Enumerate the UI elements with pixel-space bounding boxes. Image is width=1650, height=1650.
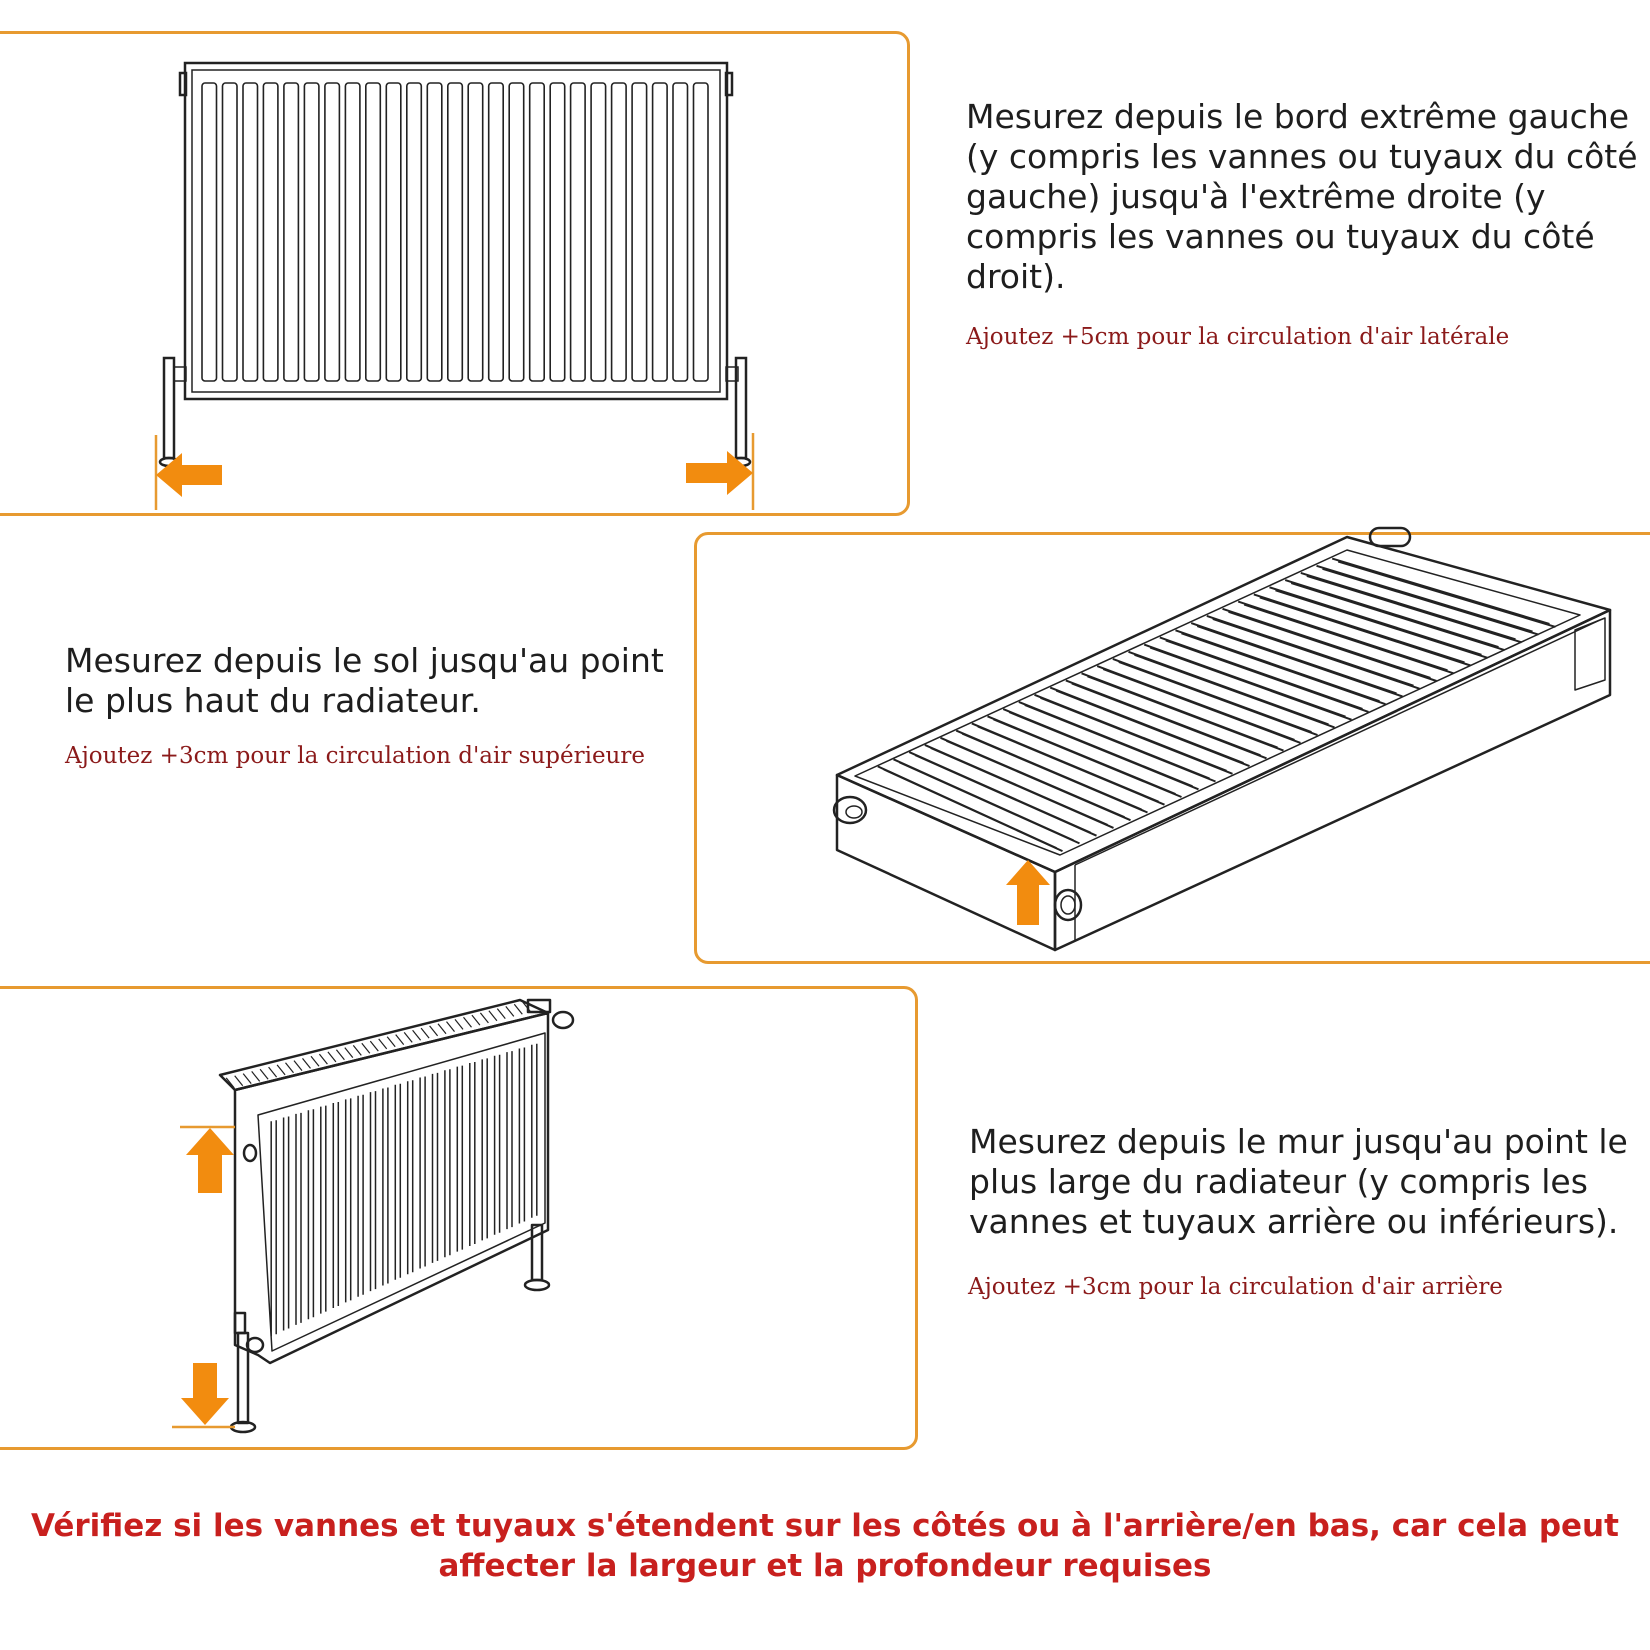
- warning-message: Vérifiez si les vannes et tuyaux s'étendent sur les côtés ou à l'arrière/en bas, car cela peut affecter la largeur et la profondeur requises: [31, 1508, 1619, 1584]
- radiator-top-view-illustration: [810, 520, 1620, 960]
- radiator-front-view-illustration: [140, 55, 780, 515]
- section-3-description: Mesurez depuis le mur jusqu'au point le plus large du radiateur (y compris les vannes et tuyaux arrière ou inférieurs).: [969, 1122, 1628, 1241]
- section-3-note: Ajoutez +3cm pour la circulation d'air arrière: [968, 1274, 1503, 1300]
- radiator-perspective-view-illustration: [160, 995, 590, 1440]
- section-1-note: Ajoutez +5cm pour la circulation d'air latérale: [966, 324, 1510, 350]
- section-2-note: Ajoutez +3cm pour la circulation d'air supérieure: [65, 743, 645, 769]
- section-1-description: Mesurez depuis le bord extrême gauche (y compris les vannes ou tuyaux du côté gauche) jusqu'à l'extrême droite (y compris les vannes ou tuyaux du côté droit).: [966, 97, 1638, 296]
- section-2-description: Mesurez depuis le sol jusqu'au point le plus haut du radiateur.: [65, 641, 664, 720]
